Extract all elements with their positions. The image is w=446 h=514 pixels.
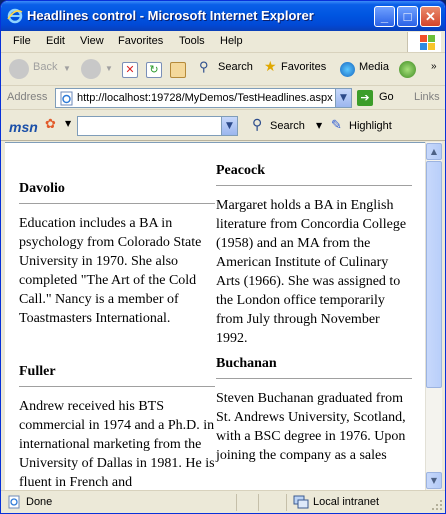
- favorites-star-icon[interactable]: ★: [264, 58, 277, 74]
- msn-search-icon[interactable]: ⚲: [252, 117, 263, 133]
- menu-help[interactable]: Help: [220, 35, 243, 47]
- maximize-button[interactable]: □: [397, 6, 418, 27]
- headline-divider: [19, 203, 215, 204]
- go-button[interactable]: [357, 89, 407, 107]
- menu-file[interactable]: File: [13, 35, 31, 47]
- scroll-down-arrow-icon[interactable]: ▼: [426, 472, 442, 489]
- status-divider: [286, 494, 287, 511]
- headlines-column-left: [19, 143, 215, 490]
- window-title: Headlines control - Microsoft Internet Explorer: [27, 8, 314, 23]
- links-button[interactable]: Links: [414, 91, 440, 103]
- stop-icon[interactable]: ✕: [122, 62, 138, 78]
- address-url[interactable]: http://localhost:19728/MyDemos/TestHeadlines.aspx: [77, 92, 333, 104]
- menu-bar: [1, 31, 445, 53]
- page-content: [5, 142, 425, 490]
- vertical-scrollbar[interactable]: [425, 142, 442, 490]
- forward-dropdown-icon[interactable]: ▼: [105, 64, 113, 73]
- windows-logo-icon: [407, 32, 441, 52]
- address-input[interactable]: [55, 88, 352, 108]
- close-button[interactable]: ✕: [420, 6, 441, 27]
- headline-text: Education includes a BA in psychology from Colorado State University in 1970. She also completed "The Art of the Cold Call." Nancy is a member of Toastmasters International.: [19, 216, 202, 326]
- headline-text: Steven Buchanan graduated from St. Andrews University, Scotland, with a BSC degree in 1976. Upon joining the company as a sales: [216, 391, 406, 463]
- headline-divider: [216, 378, 412, 379]
- favorites-button[interactable]: Favorites: [281, 61, 327, 73]
- headline-divider: [19, 386, 215, 387]
- security-zone-label: Local intranet: [313, 496, 380, 508]
- msn-search-dropdown-icon[interactable]: ▼: [221, 117, 237, 135]
- toolbar-overflow-icon[interactable]: »: [431, 61, 437, 72]
- status-text: Done: [26, 496, 53, 508]
- back-dropdown-icon[interactable]: ▼: [63, 64, 71, 73]
- msn-dropdown-icon[interactable]: ▼: [65, 119, 72, 128]
- headline-text: Margaret holds a BA in English literature from Concordia College (1958) and an MA from the American Institute of Culinary Arts (1966). She was assigned to the London office temporarily from July through November 1992.: [216, 198, 407, 346]
- search-button[interactable]: Search: [218, 61, 253, 73]
- headline-divider: [216, 185, 412, 186]
- minimize-button[interactable]: _: [374, 6, 395, 27]
- highlight-icon[interactable]: ✎: [331, 118, 342, 133]
- msn-butterfly-icon: ✿: [45, 117, 56, 132]
- headline-entry: [19, 364, 215, 490]
- headline-name: Fuller: [19, 364, 56, 379]
- msn-toolbar: [1, 111, 445, 141]
- address-bar: [1, 86, 445, 110]
- refresh-icon[interactable]: ↻: [146, 62, 162, 78]
- internet-explorer-icon: [7, 8, 23, 24]
- page-icon: [59, 91, 74, 106]
- headline-entry: [216, 356, 412, 465]
- resize-grip-icon[interactable]: [431, 499, 443, 511]
- menu-view[interactable]: View: [80, 35, 104, 47]
- headline-name: Buchanan: [216, 356, 277, 371]
- status-bar: [1, 490, 445, 513]
- history-icon[interactable]: [399, 61, 416, 78]
- media-icon[interactable]: [340, 62, 355, 77]
- address-dropdown-icon[interactable]: ▼: [335, 89, 351, 107]
- status-divider: [236, 494, 237, 511]
- headline-entry: [19, 181, 215, 328]
- highlight-button[interactable]: Highlight: [349, 120, 392, 132]
- back-button[interactable]: Back: [33, 61, 58, 73]
- scroll-up-arrow-icon[interactable]: ▲: [426, 143, 442, 160]
- msn-search-dropdown-caret-icon[interactable]: ▼: [316, 121, 323, 130]
- headline-text: Andrew received his BTS commercial in 1974 and a Ph.D. in international marketing from the University of Dallas in 1981. He is fluent in French and: [19, 399, 215, 490]
- go-label: Go: [379, 91, 394, 103]
- page-done-icon: [7, 495, 21, 509]
- address-label: Address: [7, 91, 48, 103]
- standard-toolbar: [1, 54, 445, 86]
- go-arrow-icon: ➔: [357, 90, 373, 106]
- menu-tools[interactable]: Tools: [179, 35, 205, 47]
- msn-search-input[interactable]: [77, 116, 238, 136]
- local-intranet-icon: [293, 495, 309, 509]
- scrollbar-thumb[interactable]: [426, 161, 442, 388]
- menu-edit[interactable]: Edit: [46, 35, 65, 47]
- msn-search-button[interactable]: Search: [270, 120, 305, 132]
- title-bar[interactable]: [1, 1, 445, 31]
- menu-favorites[interactable]: Favorites: [118, 35, 164, 47]
- back-arrow-icon[interactable]: [9, 59, 29, 79]
- status-divider: [258, 494, 259, 511]
- forward-arrow-icon[interactable]: [81, 59, 101, 79]
- headlines-column-right: [216, 143, 412, 465]
- media-button[interactable]: Media: [359, 61, 389, 73]
- headline-name: Peacock: [216, 163, 265, 178]
- home-icon[interactable]: [170, 62, 186, 78]
- search-icon[interactable]: ⚲: [199, 59, 209, 74]
- msn-logo[interactable]: msn: [9, 119, 38, 135]
- headline-entry: [216, 163, 412, 348]
- headline-name: Davolio: [19, 181, 65, 196]
